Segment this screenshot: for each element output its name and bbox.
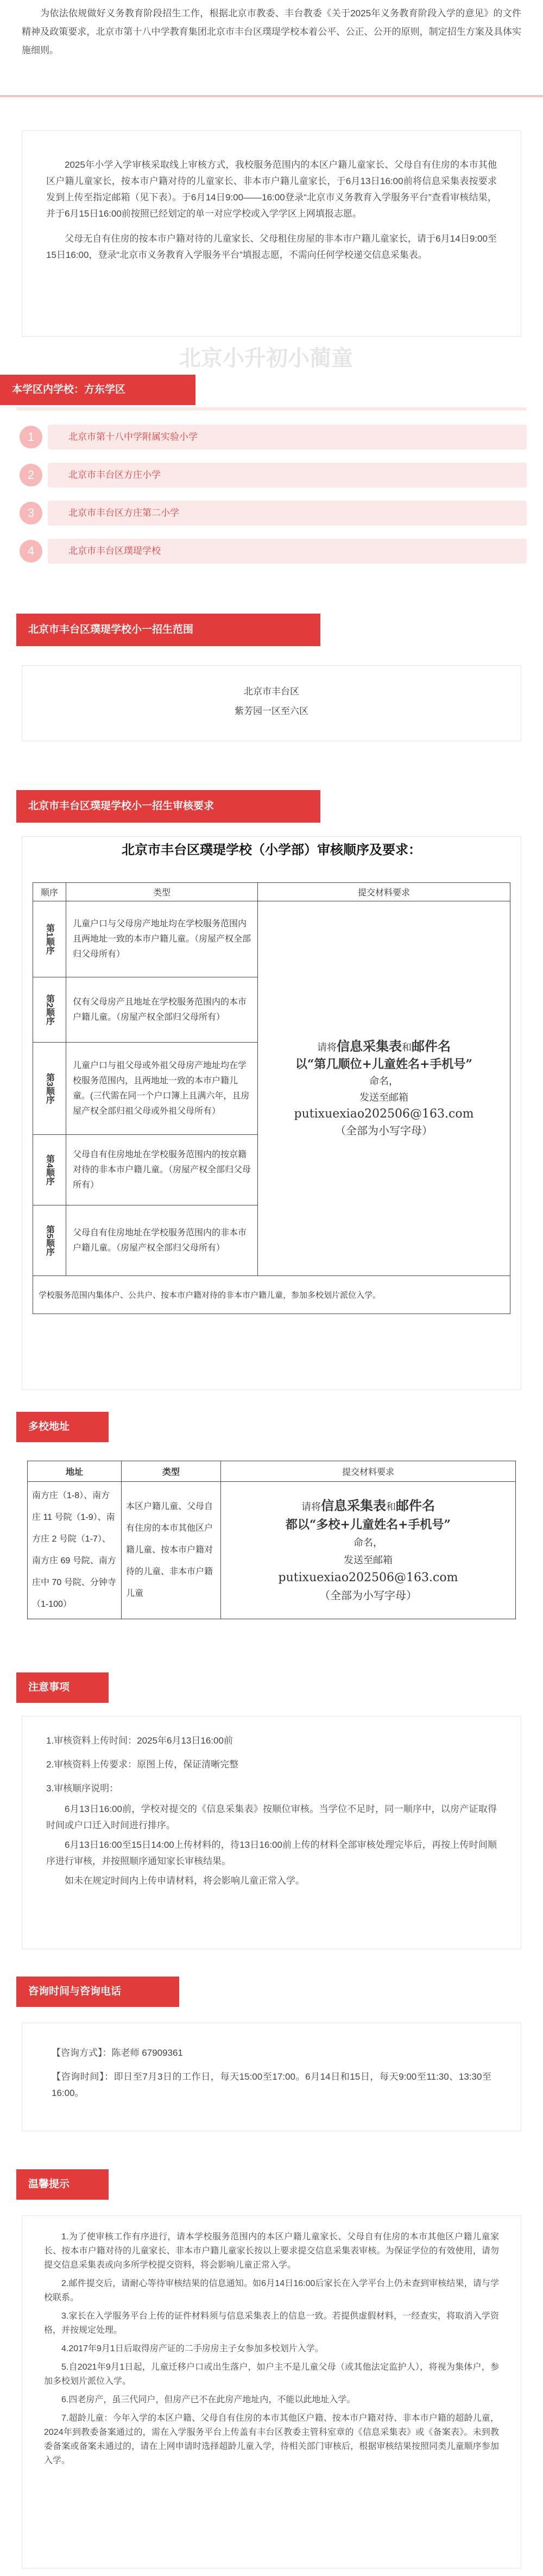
school-name: 北京市第十八中学附属实验小学 — [48, 425, 527, 450]
section-title-notice: 注意事项 — [16, 1672, 109, 1703]
materials-note: （全部为小写字母） — [319, 1588, 417, 1602]
school-name: 北京市丰台区璞瑅学校 — [48, 539, 527, 564]
tip-item: 3.家长在入学服务平台上传的证件材料须与信息采集表上的信息一致。若提供虚假材料，一经查实，将取消入学资格，并按规定处理。 — [44, 2312, 499, 2335]
table-row — [28, 1482, 516, 1619]
table-header: 类型 — [66, 883, 258, 901]
order-cell: 第3顺序 — [33, 1043, 66, 1135]
order-cell: 第2顺序 — [33, 977, 66, 1043]
contact-line-2: 【咨询时间】：即日至7月3日的工作日，每天15:00至17:00。6月14日和15日，每天9:00至11:30、13:30至16:00。 — [52, 2072, 491, 2098]
info-card — [22, 130, 521, 337]
table-header: 提交材料要求 — [258, 883, 510, 901]
section-title-tips: 温馨提示 — [16, 2169, 109, 2200]
item-number: 2 — [20, 464, 42, 487]
item-number: 4 — [20, 540, 42, 563]
order-cell: 第5顺序 — [33, 1205, 66, 1276]
notice-line: 1.审核资料上传时间：2025年6月13日16:00前 — [46, 1735, 233, 1746]
divider — [16, 407, 527, 411]
table-header: 地址 — [28, 1461, 122, 1482]
type-cell: 儿童户口与父母房产地址均在学校服务范围内且两地址一致的本市户籍儿童。（房屋产权全部归父母所有） — [66, 901, 258, 977]
tip-item: 7.超龄儿童：今年入学的本区户籍、父母自有住房的本市其他区户籍、按本市户籍对待、非本市户籍的超龄儿童，2024年到教委备案通过的，需在入学服务平台上传盖有丰台区教委主管科室章的《信息采集表》或《备案表》。未到教委备案或备案未通过的，请在上网申请时选择超龄儿童入学，待相关部门审核后，根据审核结果按照同类儿童顺序参加入学。 — [44, 2414, 499, 2465]
order-doc-title: 北京市丰台区璞瑅学校（小学部）审核顺序及要求： — [122, 842, 421, 857]
materials-line-4: 发送至邮箱 — [359, 1092, 408, 1103]
type-cell: 仅有父母房产且地址在学校服务范围内的本市户籍儿童。（房屋产权全部归父母所有） — [66, 977, 258, 1043]
school-name: 北京市丰台区方庄小学 — [48, 463, 527, 488]
type-cell: 本区户籍儿童、父母自有住房的本市其他区户籍儿童、按本市户籍对待的儿童、非本市户籍儿童 — [122, 1482, 221, 1619]
materials-cell — [258, 901, 510, 1276]
tip-item: 5.自2021年9月1日起，儿童迁移户口或出生落户，如户主不是儿童父母（或其他法定监护人），将视为集体户，参加多校划片派位入学。 — [44, 2363, 499, 2386]
contact-card — [22, 2023, 521, 2131]
notice-card — [22, 1716, 521, 1949]
table-header: 类型 — [122, 1461, 221, 1482]
order-cell: 第4顺序 — [33, 1135, 66, 1205]
tip-item: 4.2017年9月1日后取得房产证的二手房房主子女参加多校划片入学。 — [61, 2344, 324, 2353]
notice-line: 6月13日16:00至15日14:00上传材料的，待13日16:00前上传的材料全部审核处理完毕后，再按上传时间顺序进行审核，并按照顺序通知家长审核结果。 — [46, 1840, 497, 1866]
materials-line-3: 命名， — [353, 1537, 383, 1549]
tips-card — [22, 2215, 521, 2568]
table-header: 提交材料要求 — [221, 1461, 516, 1482]
info-paragraph-2: 父母无自有住房的按本市户籍对待的儿童家长、父母租住房屋的非本市户籍儿童家长，请于6月14日9:00至15日16:00，登录“北京市义务教育入学服务平台”填报志愿，不需向任何学校递交信息采集表。 — [46, 233, 497, 260]
info-paragraph-1: 2025年小学入学审核采取线上审核方式，我校服务范围内的本区户籍儿童家长、父母自有住房的本市其他区户籍儿童家长，按本市户籍对待的儿童家长、非本市户籍儿童家长，于6月13日16:00前将信息采集表按要求发到上传至指定邮箱（见下表）。于6月14日9:00——16:00登录“北京市义务教育入学服务平台”查看审核结果，并于6月15日16:00前按照已经划定的单一对应学校或入学学区上网填报志愿。 — [46, 160, 497, 219]
type-cell: 儿童户口与祖父母或外祖父母房产地址均在学校服务范围内，且两地址一致的本市户籍儿童。(三代需在同一个户口簿上且满六年，且房屋产权全部归祖父母或外祖父母所有） — [66, 1043, 258, 1135]
range-line-1: 北京市丰台区 — [244, 686, 299, 697]
notice-line: 如未在规定时间内上传申请材料，将会影响儿童正常入学。 — [65, 1876, 305, 1886]
notice-line: 3.审核顺序说明： — [46, 1783, 119, 1794]
intro-paragraph: 为依法依规做好义务教育阶段招生工作，根据北京市教委、丰台教委《关于2025年义务教育阶段入学的意见》的文件精神及政策要求，北京市第十八中学教育集团北京市丰台区璞瑅学校本着公平、公正、公开的原则，制定招生方案及具体实施细则。 — [22, 8, 521, 55]
contact-line-1: 【咨询方式】：陈老师 67909361 — [52, 2048, 183, 2058]
notice-line: 6月13日16:00前，学校对提交的《信息采集表》按顺位审核。当学位不足时，同一顺序中，以房产证取得时间或户口迁入时间进行排序。 — [46, 1804, 497, 1830]
materials-line-1: 请将信息采集表和邮件名 — [301, 1497, 435, 1513]
table-row — [33, 1276, 510, 1314]
tip-item: 2.邮件提交后，请耐心等待审核结果的信息通知。如6月14日16:00后家长在入学平台上仍未查到审核结果，请与学校联系。 — [44, 2279, 499, 2302]
range-line-2: 紫芳园一区至六区 — [235, 706, 308, 716]
item-number: 1 — [20, 426, 42, 449]
materials-line-2: 都以“多校+儿童姓名+手机号” — [285, 1517, 451, 1532]
type-cell: 父母自有住房地址在学校服务范围内的非本市户籍儿童。（房屋产权全部归父母所有） — [66, 1205, 258, 1276]
materials-note: （全部为小写字母） — [335, 1124, 433, 1137]
divider — [0, 95, 543, 97]
address-cell: 南方庄（1-8）、南方庄 11 号院（1-9）、南方庄 2 号院（1-7）、南方庄 69 号院、南方庄中 70 号院、分钟寺（1-100） — [28, 1482, 122, 1619]
section-title-schools: 本学区内学校：方东学区 — [0, 375, 195, 405]
section-title-multi: 多校地址 — [16, 1412, 109, 1442]
order-table — [33, 882, 510, 1314]
tip-item: 6.四老房产，虽三代同户，但房产已不在此房产地址内，不能以此地址入学。 — [61, 2395, 356, 2404]
materials-email[interactable]: putixuexiao202506@163.com — [278, 1570, 458, 1584]
watermark: 北京小升初小蔺童 — [179, 346, 353, 370]
list-item — [16, 421, 527, 452]
materials-email[interactable]: putixuexiao202506@163.com — [294, 1107, 474, 1121]
school-name: 北京市丰台区方庄第二小学 — [48, 501, 527, 526]
materials-line-2: 以“第几顺位+儿童姓名+手机号” — [295, 1057, 473, 1071]
materials-line-3: 命名， — [369, 1076, 399, 1087]
section-title-order: 北京市丰台区璞瑅学校小一招生审核要求 — [16, 790, 320, 823]
footer-cell: 学校服务范围内集体户、公共户、按本市户籍对待的非本市户籍儿童，参加多校划片派位入学。 — [33, 1276, 510, 1314]
range-card — [22, 665, 521, 741]
tip-item: 1.为了使审核工作有序进行，请本学校服务范围内的本区户籍儿童家长、父母自有住房的本市其他区户籍儿童家长、按本市户籍对待的儿童家长、非本市户籍儿童家长按以上要求提交信息采集表审核。为保证学位的有效使用，请勿提交信息采集表或向多所学校提交资料，将会影响儿童正常入学。 — [44, 2232, 499, 2270]
list-item — [16, 459, 527, 490]
multi-table — [27, 1461, 516, 1619]
type-cell: 父母自有住房地址在学校服务范围内的按京籍对待的非本市户籍儿童。（房屋产权全部归父母所有） — [66, 1135, 258, 1205]
materials-line-4: 发送至邮箱 — [344, 1554, 393, 1566]
list-item — [16, 497, 527, 528]
item-number: 3 — [20, 502, 42, 525]
section-title-range: 北京市丰台区璞瑅学校小一招生范围 — [16, 614, 320, 646]
table-header: 顺序 — [33, 883, 66, 901]
section-title-contact: 咨询时间与咨询电话 — [16, 1977, 179, 2007]
materials-line-1: 请将信息采集表和邮件名 — [317, 1038, 451, 1054]
order-cell: 第1顺序 — [33, 901, 66, 977]
table-row — [33, 901, 510, 977]
notice-line: 2.审核资料上传要求：原图上传，保证清晰完整 — [46, 1759, 239, 1770]
list-item — [16, 535, 527, 566]
materials-cell — [221, 1482, 516, 1619]
